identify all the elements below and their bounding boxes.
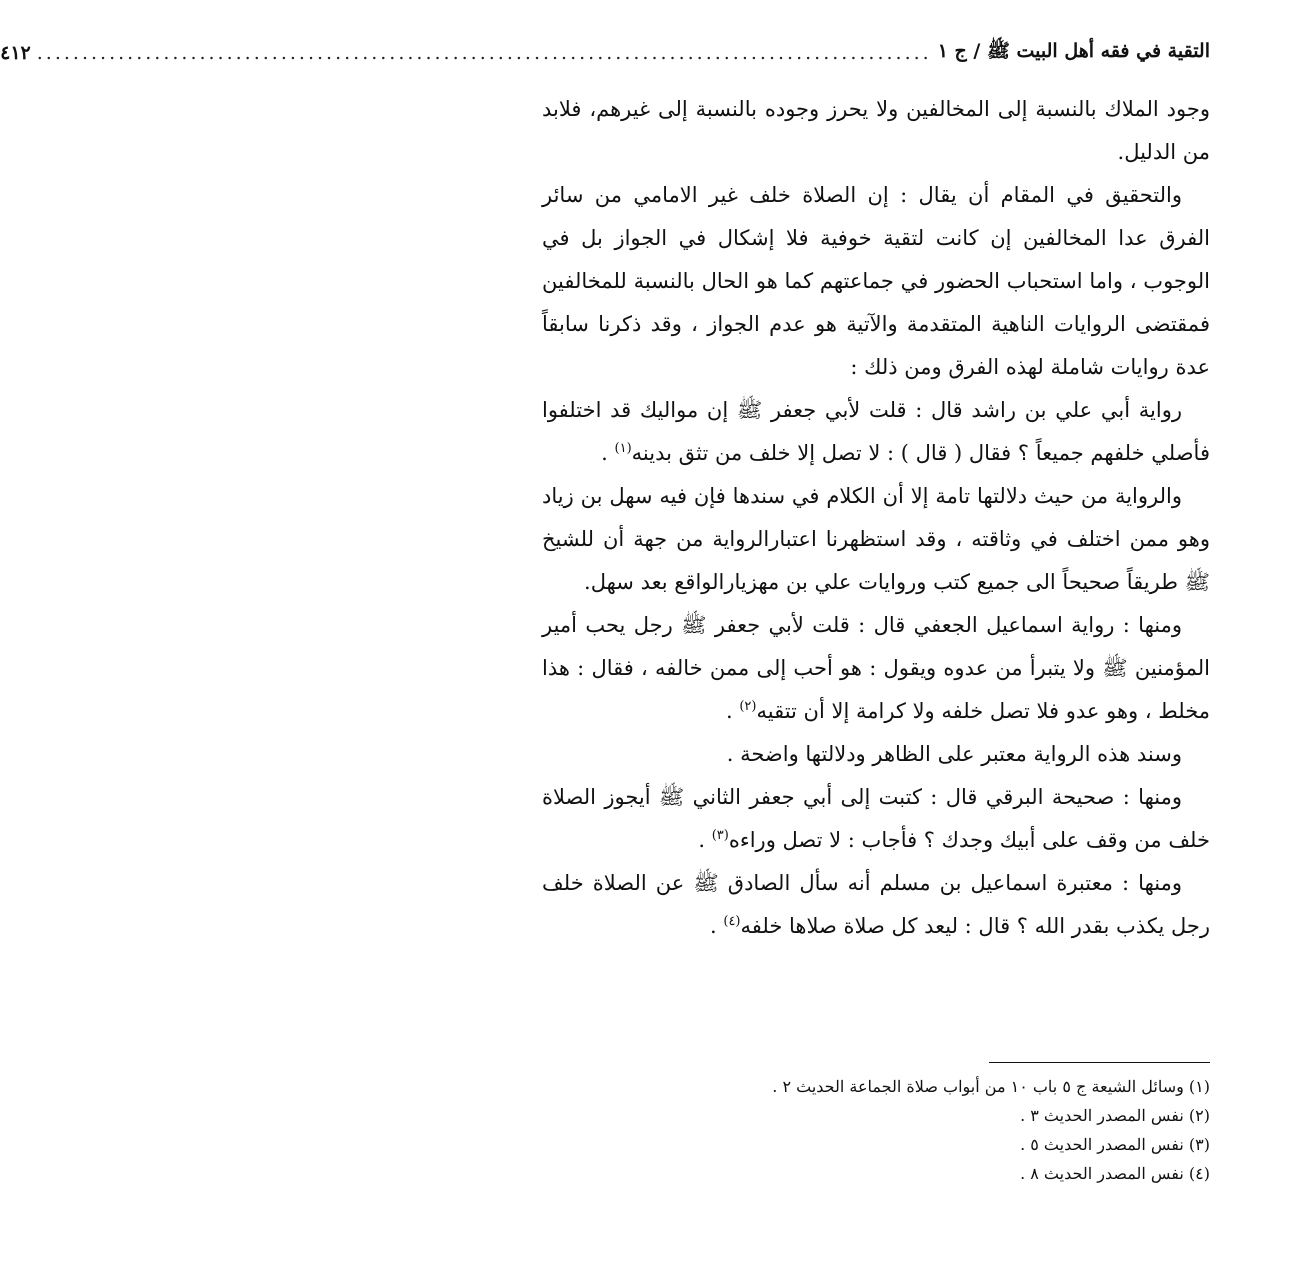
running-header — [0, 36, 1210, 70]
paragraph: والتحقيق في المقام أن يقال : إن الصلاة خلف غير الامامي من سائر الفرق عدا المخالفين إن كانت لتقية خوفية فلا إشكال في الجواز بل في الوجوب ، واما استحباب الحضور في جماعتهم كما هو الحال بالنسبة للمخالفين فمقتضى الروايات الناهية المتقدمة والآتية هو عدم الجواز ، وقد ذكرنا سابقاً عدة روايات شاملة لهذه الفرق ومن ذلك : — [542, 183, 1210, 379]
paragraph: وسند هذه الرواية معتبر على الظاهر ودلالتها واضحة . — [726, 742, 1182, 766]
paragraph-quote: ومنها : صحيحة البرقي قال : كتبت إلى أبي جعفر الثاني ﷺ أيجوز الصلاة خلف من وقف على أبيك وجدك ؟ فأجاب : لا تصل وراءه$^{(٣)}$ . — [542, 785, 1210, 852]
header-leader-dots: ................................................................................................... — [36, 42, 932, 64]
footnote-ref[interactable]: (١) — [614, 441, 632, 456]
paragraph-text: ومنها : صحيحة البرقي قال : كتبت إلى أبي جعفر الثاني ﷺ أيجوز الصلاة خلف من وقف على أبيك وجدك ؟ فأجاب : لا تصل وراءه — [542, 785, 1210, 852]
footnotes — [542, 1072, 1210, 1188]
paragraph-text: ومنها : رواية اسماعيل الجعفي قال : قلت لأبي جعفر ﷺ رجل يحب أمير المؤمنين ﷺ ولا يتبرأ من عدوه ويقول : هو أحب إلى ممن خالفه ، فقال : هذا مخلط ، وهو عدو فلا تصل خلفه ولا كرامة إلا أن تتقيه — [542, 613, 1210, 723]
footnote-3: (٣) نفس المصدر الحديث ٥ . — [1020, 1135, 1210, 1154]
paragraph-text: رواية أبي علي بن راشد قال : قلت لأبي جعفر ﷺ إن مواليك قد اختلفوا فأصلي خلفهم جميعاً ؟ فقال ( قال ) : لا تصل إلا خلف من تثق بدينه — [542, 398, 1210, 465]
footnote-4: (٤) نفس المصدر الحديث ٨ . — [1020, 1164, 1210, 1183]
paragraph-text: ومنها : معتبرة اسماعيل بن مسلم أنه سأل الصادق ﷺ عن الصلاة خلف رجل يكذب بقدر الله ؟ قال : ليعد كل صلاة صلاها خلفه — [542, 871, 1210, 938]
page-number: ٤١٢ — [0, 42, 31, 64]
footnote-ref[interactable]: (٤) — [723, 914, 741, 929]
footnote-2: (٢) نفس المصدر الحديث ٣ . — [1020, 1106, 1210, 1125]
paragraph-quote: رواية أبي علي بن راشد قال : قلت لأبي جعفر ﷺ إن مواليك قد اختلفوا فأصلي خلفهم جميعاً ؟ فقال ( قال ) : لا تصل إلا خلف من تثق بدينه$^{(١)}$ . — [542, 398, 1210, 465]
paragraph-quote: ومنها : معتبرة اسماعيل بن مسلم أنه سأل الصادق ﷺ عن الصلاة خلف رجل يكذب بقدر الله ؟ قال : ليعد كل صلاة صلاها خلفه$^{(٤)}$ . — [542, 871, 1210, 938]
main-text — [542, 88, 1210, 948]
paragraph-quote: ومنها : رواية اسماعيل الجعفي قال : قلت لأبي جعفر ﷺ رجل يحب أمير المؤمنين ﷺ ولا يتبرأ من عدوه ويقول : هو أحب إلى ممن خالفه ، فقال : هذا مخلط ، وهو عدو فلا تصل خلفه ولا كرامة إلا أن تتقيه$^{(٢)}$ . — [542, 613, 1210, 723]
footnote-1: (١) وسائل الشيعة ج ٥ باب ١٠ من أبواب صلاة الجماعة الحديث ٢ . — [772, 1077, 1210, 1096]
header-title: التقية في فقه أهل البيت ﷺ / ج ١ — [937, 40, 1210, 62]
paragraph-continuation: وجود الملاك بالنسبة إلى المخالفين ولا يحرز وجوده بالنسبة إلى غيرهم، فلابد من الدليل. — [542, 97, 1210, 164]
footnote-ref[interactable]: (٣) — [711, 828, 729, 843]
footnote-ref[interactable]: (٢) — [739, 699, 757, 714]
paragraph: والرواية من حيث دلالتها تامة إلا أن الكلام في سندها فإن فيه سهل بن زياد وهو ممن اختلف في وثاقته ، وقد استظهرنا اعتبارالرواية من جهة أن للشيخ ﷺ طريقاً صحيحاً الى جميع كتب وروايات علي بن مهزيارالواقع بعد سهل. — [542, 484, 1210, 594]
footnote-separator — [989, 1062, 1210, 1063]
